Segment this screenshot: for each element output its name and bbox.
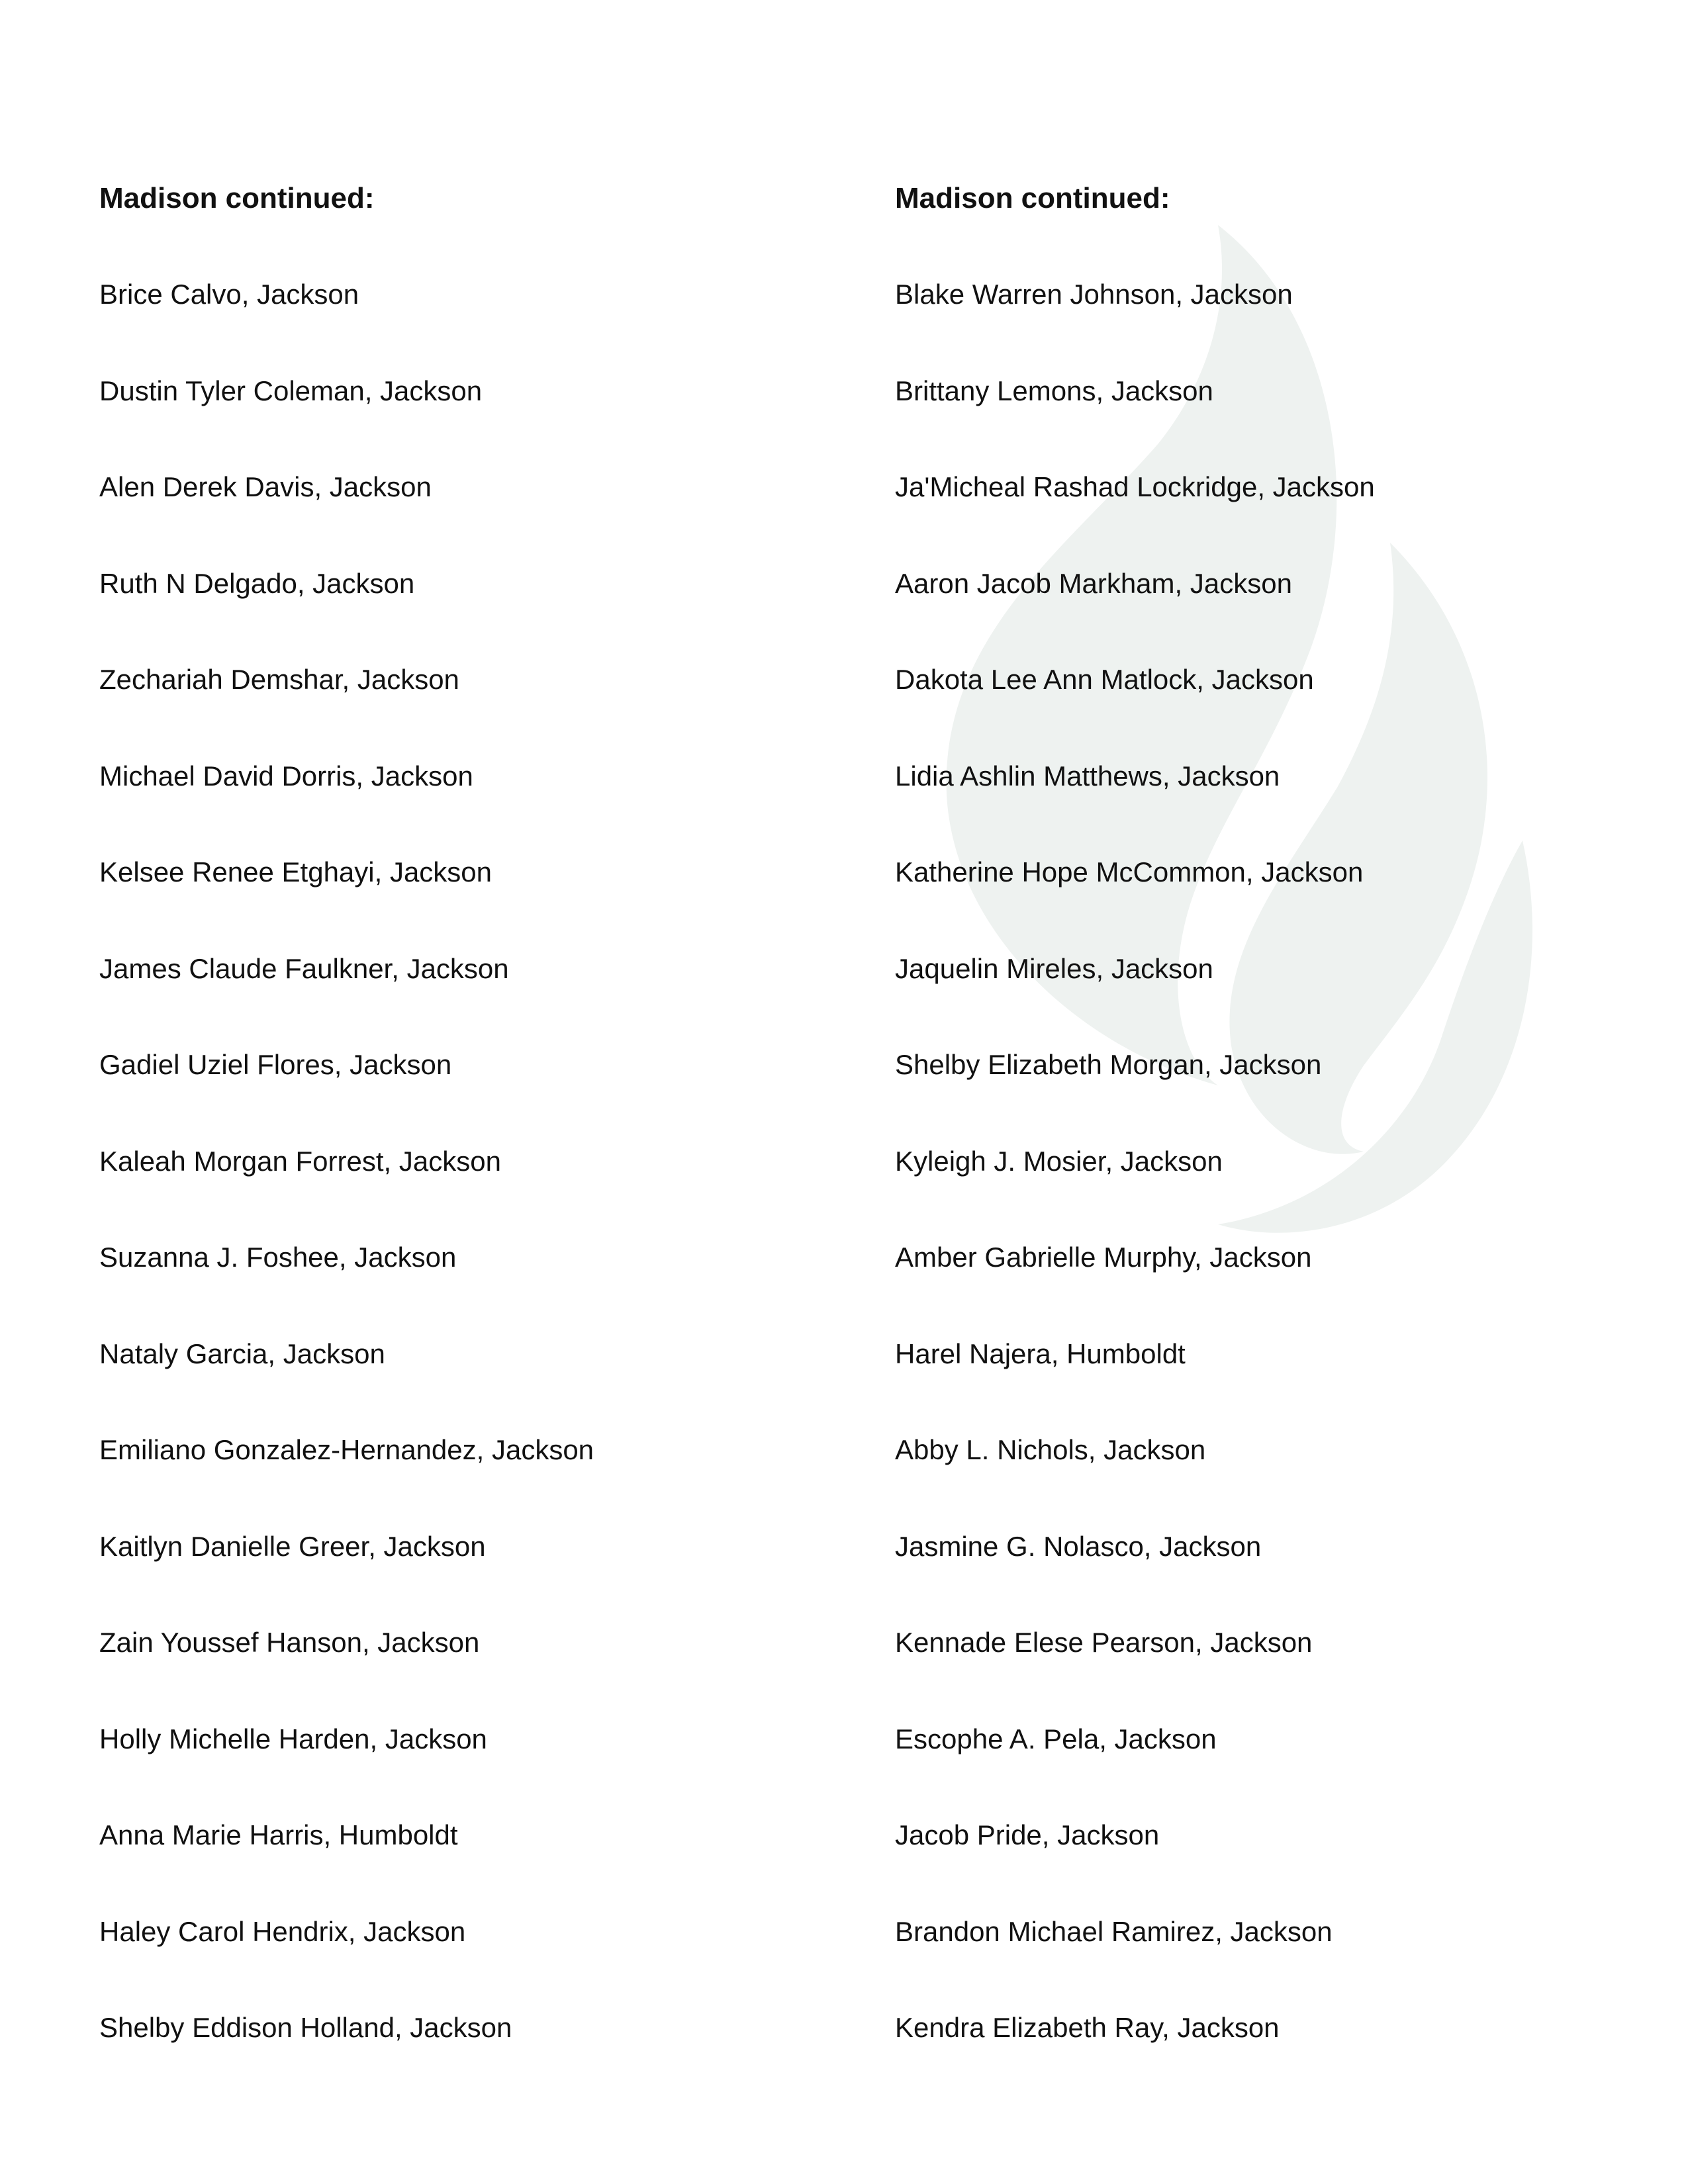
list-item: Harel Najera, Humboldt [895, 1338, 1186, 1369]
list-item: Kendra Elizabeth Ray, Jackson [895, 2012, 1280, 2043]
list-item: Brandon Michael Ramirez, Jackson [895, 1915, 1333, 1947]
list-item: Abby L. Nichols, Jackson [895, 1434, 1206, 1465]
list-item: Nataly Garcia, Jackson [99, 1338, 385, 1369]
left-column-heading: Madison continued: [99, 182, 375, 214]
left-name-list [99, 275, 861, 2048]
list-item: Kaleah Morgan Forrest, Jackson [99, 1145, 501, 1177]
list-item: Amber Gabrielle Murphy, Jackson [895, 1242, 1312, 1273]
list-item: Aaron Jacob Markham, Jackson [895, 567, 1292, 599]
list-item: Brittany Lemons, Jackson [895, 375, 1213, 406]
list-item: Kelsee Renee Etghayi, Jackson [99, 856, 492, 887]
list-item: James Claude Faulkner, Jackson [99, 952, 509, 984]
list-item: Jacob Pride, Jackson [895, 1819, 1160, 1850]
right-column [895, 179, 1623, 2105]
list-item: Shelby Eddison Holland, Jackson [99, 2012, 512, 2043]
list-item: Lidia Ashlin Matthews, Jackson [895, 760, 1280, 792]
list-item: Michael David Dorris, Jackson [99, 760, 473, 792]
list-item: Dakota Lee Ann Matlock, Jackson [895, 664, 1314, 695]
list-item: Katherine Hope McCommon, Jackson [895, 856, 1364, 887]
list-item: Blake Warren Johnson, Jackson [895, 279, 1293, 310]
list-item: Emiliano Gonzalez-Hernandez, Jackson [99, 1434, 594, 1465]
list-item: Haley Carol Hendrix, Jackson [99, 1915, 466, 1947]
list-item: Ja'Micheal Rashad Lockridge, Jackson [895, 471, 1375, 502]
right-name-list [895, 275, 1623, 2048]
list-item: Kyleigh J. Mosier, Jackson [895, 1145, 1223, 1177]
right-column-heading: Madison continued: [895, 182, 1170, 214]
list-item: Kennade Elese Pearson, Jackson [895, 1627, 1313, 1658]
list-item: Suzanna J. Foshee, Jackson [99, 1242, 457, 1273]
list-item: Gadiel Uziel Flores, Jackson [99, 1049, 452, 1080]
list-item: Kaitlyn Danielle Greer, Jackson [99, 1530, 486, 1562]
list-item: Zain Youssef Hanson, Jackson [99, 1627, 480, 1658]
list-item: Dustin Tyler Coleman, Jackson [99, 375, 483, 406]
left-column [99, 179, 861, 2105]
list-item: Zechariah Demshar, Jackson [99, 664, 459, 695]
list-item: Shelby Elizabeth Morgan, Jackson [895, 1049, 1322, 1080]
list-item: Jaquelin Mireles, Jackson [895, 952, 1213, 984]
list-item: Escophe A. Pela, Jackson [895, 1723, 1217, 1754]
list-item: Holly Michelle Harden, Jackson [99, 1723, 487, 1754]
list-item: Ruth N Delgado, Jackson [99, 567, 415, 599]
list-item: Brice Calvo, Jackson [99, 279, 359, 310]
list-item: Anna Marie Harris, Humboldt [99, 1819, 458, 1850]
list-item: Jasmine G. Nolasco, Jackson [895, 1530, 1262, 1562]
list-item: Alen Derek Davis, Jackson [99, 471, 432, 502]
